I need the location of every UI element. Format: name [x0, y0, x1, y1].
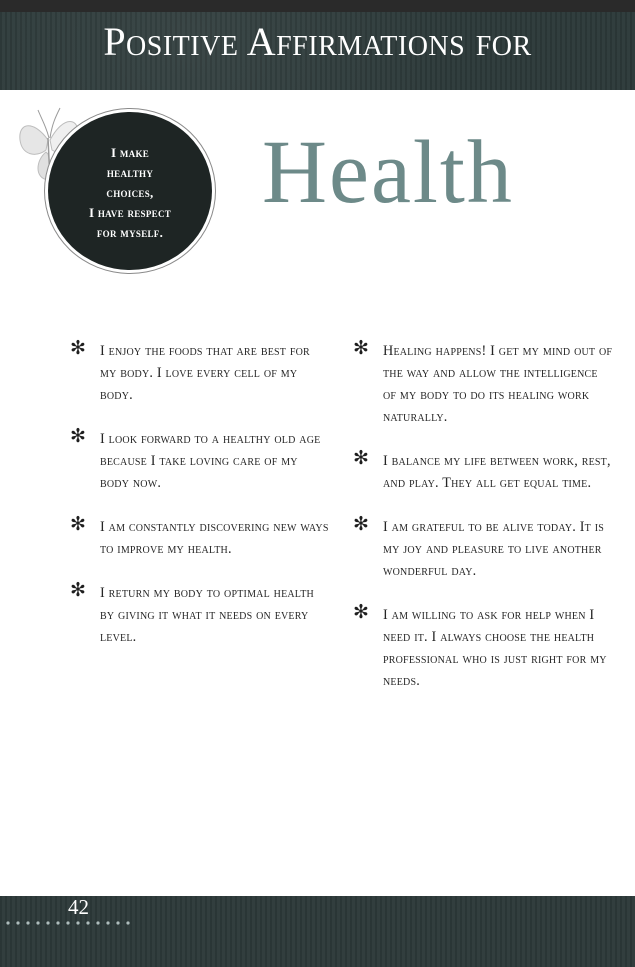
affirmation-item — [70, 582, 330, 648]
affirmation-item — [353, 340, 613, 428]
badge-line: I make — [110, 145, 150, 160]
affirmation-text: I enjoy the foods that are best for my body. I love every cell of my body. — [100, 343, 310, 403]
asterisk-flower-icon: ✻ — [70, 338, 86, 359]
affirmation-badge — [48, 112, 212, 270]
affirmation-text: I look forward to a healthy old age because I take loving care of my body now. — [100, 431, 321, 491]
affirmation-item — [70, 428, 330, 494]
affirmation-text: I am constantly discovering new ways to improve my health. — [100, 519, 329, 557]
badge-line: healthy — [106, 165, 154, 180]
asterisk-flower-icon: ✻ — [353, 448, 369, 469]
top-edge — [0, 0, 635, 12]
asterisk-flower-icon: ✻ — [70, 580, 86, 601]
affirmation-text: I return my body to optimal health by giving it what it needs on every level. — [100, 585, 314, 645]
affirmation-item — [353, 516, 613, 582]
affirmation-text: I am grateful to be alive today. It is my joy and pleasure to live another wonderful day. — [383, 519, 605, 579]
affirmation-item — [70, 340, 330, 406]
asterisk-flower-icon: ✻ — [353, 338, 369, 359]
page-number: 42 — [68, 895, 89, 919]
affirmation-text: Healing happens! I get my mind out of the way and allow the intelligence of my body to do its healing work naturally. — [383, 343, 613, 425]
asterisk-flower-icon: ✻ — [353, 602, 369, 623]
affirmation-item — [353, 450, 613, 494]
asterisk-flower-icon: ✻ — [353, 514, 369, 535]
footer-band — [0, 896, 635, 967]
affirmation-item — [353, 604, 613, 692]
asterisk-flower-icon: ✻ — [70, 514, 86, 535]
badge-line: I have respect — [88, 205, 172, 220]
badge-line: for myself. — [96, 225, 164, 240]
dotted-rule — [6, 921, 131, 925]
affirmation-text: I balance my life between work, rest, and play. They all get equal time. — [383, 453, 611, 491]
page-title: Health — [262, 123, 514, 222]
badge-line: choices, — [106, 185, 154, 200]
affirmation-item — [70, 516, 330, 560]
affirmation-text: I am willing to ask for help when I need it. I always choose the health professional who is just right for my needs. — [383, 607, 607, 689]
left-affirmation-list — [70, 340, 330, 670]
asterisk-flower-icon: ✻ — [70, 426, 86, 447]
right-affirmation-list — [353, 340, 613, 714]
header-title: Positive Affirmations for — [103, 19, 532, 64]
badge-text — [89, 139, 171, 243]
